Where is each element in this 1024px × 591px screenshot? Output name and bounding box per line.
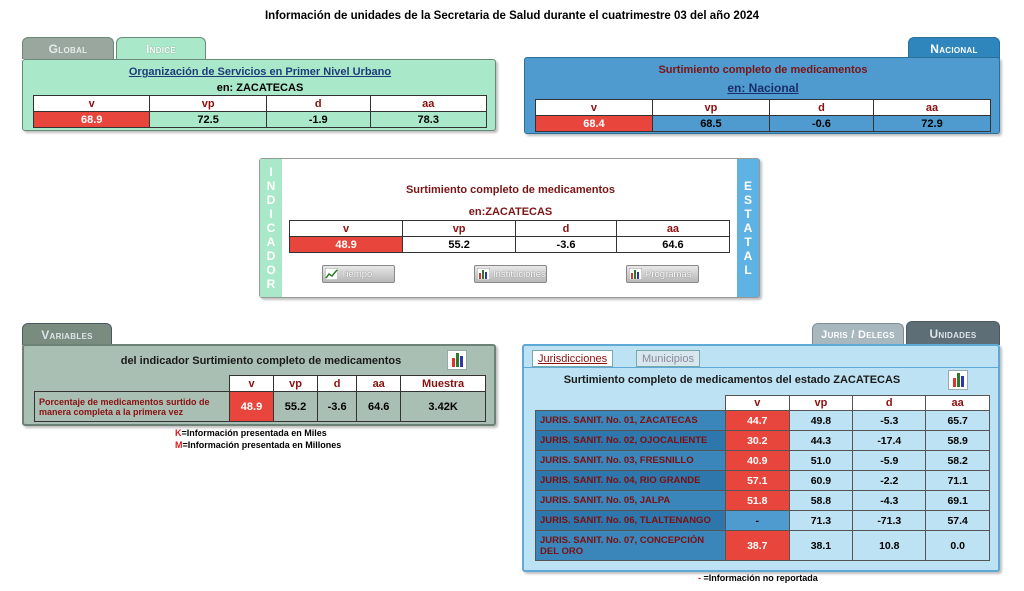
jurisdiction-name[interactable]: JURIS. SANIT. No. 03, FRESNILLO [536, 451, 726, 471]
value-v: 44.7 [726, 411, 790, 431]
jurisdictions-title: Surtimiento completo de medicamentos del estado ZACATECAS [563, 374, 901, 386]
table-row[interactable] [536, 471, 990, 491]
panel-subtitle: en: ZACATECAS [216, 82, 304, 94]
side-letter: R [266, 277, 276, 291]
value-muestra: 3.42K [401, 392, 486, 422]
variables-table [34, 375, 486, 422]
header-v: v [290, 221, 403, 237]
side-letter: T [744, 207, 752, 221]
jurisdictions-table [535, 395, 990, 561]
value-vp: 68.5 [652, 116, 769, 132]
table-row[interactable] [536, 451, 990, 471]
table-row[interactable] [536, 411, 990, 431]
jurisdiction-name[interactable]: JURIS. SANIT. No. 05, JALPA [536, 491, 726, 511]
side-letter: A [743, 221, 753, 235]
value-v: 38.7 [726, 531, 790, 561]
estatal-side-label [737, 159, 759, 297]
side-letter: N [266, 179, 276, 193]
side-letter: T [744, 235, 752, 249]
side-letter: E [743, 179, 752, 193]
value-v: 68.9 [34, 112, 150, 128]
value-aa: 72.9 [874, 116, 991, 132]
indicador-side-label [260, 159, 282, 297]
header-d: d [769, 100, 873, 116]
indicator-values-table [289, 220, 730, 253]
value-d: -5.9 [853, 451, 926, 471]
side-letter: L [744, 263, 752, 277]
header-aa: aa [357, 376, 401, 392]
value-vp: 55.2 [403, 237, 516, 253]
value-aa: 57.4 [926, 511, 990, 531]
value-d: -2.2 [853, 471, 926, 491]
legend-miles [175, 428, 327, 438]
value-vp: 55.2 [274, 392, 318, 422]
header-vp: vp [403, 221, 516, 237]
value-aa: 58.9 [926, 431, 990, 451]
value-v: 48.9 [230, 392, 274, 422]
table-row[interactable] [536, 491, 990, 511]
tab-global[interactable]: Global [22, 37, 114, 59]
indicator-title: Surtimiento completo de medicamentos [405, 184, 616, 196]
value-aa: 58.2 [926, 451, 990, 471]
value-aa: 78.3 [370, 112, 486, 128]
indicator-subtitle: en:ZACATECAS [468, 206, 553, 218]
value-vp: 44.3 [789, 431, 853, 451]
header-aa: aa [616, 221, 729, 237]
tiempo-label: Tiempo [341, 268, 373, 280]
indicator-panel [259, 158, 760, 298]
tab-unidades[interactable]: Unidades [906, 321, 1000, 345]
header-vp: vp [150, 96, 266, 112]
header-vp: vp [274, 376, 318, 392]
value-vp: 49.8 [789, 411, 853, 431]
subtab-jurisdicciones[interactable]: Jurisdicciones [532, 350, 613, 367]
legend-no-reportada [698, 573, 818, 583]
header-v: v [34, 96, 150, 112]
tab-juris-delegs[interactable]: Juris / Delegs [812, 323, 904, 345]
tiempo-button[interactable] [322, 265, 395, 283]
subtab-municipios[interactable]: Municipios [636, 350, 700, 367]
legend-text: =Información presentada en Miles [181, 428, 327, 438]
side-letter: A [266, 235, 276, 249]
side-letter: C [266, 221, 276, 235]
entity-panel [22, 59, 496, 131]
side-letter: S [743, 193, 752, 207]
value-v: 68.4 [536, 116, 653, 132]
header-d: d [853, 396, 926, 411]
value-d: -17.4 [853, 431, 926, 451]
legend-mark: M [175, 440, 183, 450]
value-d: -3.6 [318, 392, 357, 422]
value-vp: 51.0 [789, 451, 853, 471]
bar-chart-icon [629, 268, 642, 280]
table-row[interactable] [536, 511, 990, 531]
side-letter: D [266, 193, 276, 207]
value-aa: 64.6 [616, 237, 729, 253]
value-v: 57.1 [726, 471, 790, 491]
jurisdiction-name[interactable]: JURIS. SANIT. No. 02, OJOCALIENTE [536, 431, 726, 451]
header-vp: vp [652, 100, 769, 116]
value-aa: 0.0 [926, 531, 990, 561]
tab-variables[interactable]: Variables [22, 323, 112, 345]
subtab-divider [524, 367, 998, 368]
jurisdiction-name[interactable]: JURIS. SANIT. No. 01, ZACATECAS [536, 411, 726, 431]
page-title: Información de unidades de la Secretaria de Salud durante el cuatrimestre 03 del año 2024 [264, 10, 760, 22]
values-table [33, 95, 487, 128]
value-vp: 38.1 [789, 531, 853, 561]
national-title: Surtimiento completo de medicamentos [658, 64, 868, 76]
bar-chart-icon[interactable] [948, 370, 968, 390]
header-aa: aa [370, 96, 486, 112]
jurisdiction-name[interactable]: JURIS. SANIT. No. 04, RIO GRANDE [536, 471, 726, 491]
legend-mark: - [698, 573, 701, 583]
value-aa: 71.1 [926, 471, 990, 491]
jurisdictions-panel [522, 344, 1000, 572]
value-v: 51.8 [726, 491, 790, 511]
programas-label: Programas [645, 268, 692, 280]
header-aa: aa [874, 100, 991, 116]
value-aa: 65.7 [926, 411, 990, 431]
header-d: d [516, 221, 617, 237]
programas-button[interactable] [626, 265, 699, 283]
national-panel [524, 57, 1000, 134]
value-v: 40.9 [726, 451, 790, 471]
header-muestra: Muestra [401, 376, 486, 392]
value-vp: 60.9 [789, 471, 853, 491]
side-letter: I [269, 207, 273, 221]
header-blank [536, 396, 726, 411]
value-d: 10.8 [853, 531, 926, 561]
header-aa: aa [926, 396, 990, 411]
table-row[interactable] [536, 431, 990, 451]
value-d: -4.3 [853, 491, 926, 511]
variables-panel [22, 344, 496, 426]
legend-text: =Información presentada en Millones [182, 440, 342, 450]
line-chart-icon [325, 268, 338, 280]
variable-label: Porcentaje de medicamentos surtido de manera completa a la primera vez [35, 392, 230, 422]
header-d: d [266, 96, 370, 112]
legend-mark: K [175, 428, 182, 438]
legend-millones [175, 440, 341, 450]
jurisdiction-name[interactable]: JURIS. SANIT. No. 06, TLALTENANGO [536, 511, 726, 531]
value-v: 48.9 [290, 237, 403, 253]
value-aa: 64.6 [357, 392, 401, 422]
tab-indice[interactable]: Indice [116, 37, 206, 60]
bar-chart-icon [477, 268, 490, 280]
jurisdiction-name[interactable]: JURIS. SANIT. No. 07, CONCEPCIÓN DEL ORO [536, 531, 726, 561]
side-letter: I [269, 165, 273, 179]
value-d: -3.6 [516, 237, 617, 253]
side-letter: O [266, 263, 276, 277]
variables-title: del indicador Surtimiento completo de medicamentos [120, 355, 402, 367]
value-d: -1.9 [266, 112, 370, 128]
side-letter: D [266, 249, 276, 263]
side-letter: A [743, 249, 753, 263]
value-v: 30.2 [726, 431, 790, 451]
value-v: - [726, 511, 790, 531]
value-vp: 72.5 [150, 112, 266, 128]
bar-chart-icon[interactable] [447, 350, 467, 370]
header-v: v [230, 376, 274, 392]
value-d: -71.3 [853, 511, 926, 531]
instituciones-label: Instituciones [493, 268, 546, 280]
national-subtitle-link[interactable]: en: Nacional [727, 81, 799, 95]
tab-nacional[interactable]: Nacional [908, 37, 1000, 59]
national-values-table [535, 99, 991, 132]
header-v: v [536, 100, 653, 116]
header-blank [35, 376, 230, 392]
panel-title-link[interactable]: Organización de Servicios en Primer Nivel Urbano [128, 66, 392, 78]
value-d: -5.3 [853, 411, 926, 431]
value-vp: 71.3 [789, 511, 853, 531]
table-row[interactable] [536, 531, 990, 561]
instituciones-button[interactable] [474, 265, 547, 283]
header-v: v [726, 396, 790, 411]
value-d: -0.6 [769, 116, 873, 132]
header-vp: vp [789, 396, 853, 411]
value-vp: 58.8 [789, 491, 853, 511]
legend-text: =Información no reportada [701, 573, 818, 583]
header-d: d [318, 376, 357, 392]
value-aa: 69.1 [926, 491, 990, 511]
